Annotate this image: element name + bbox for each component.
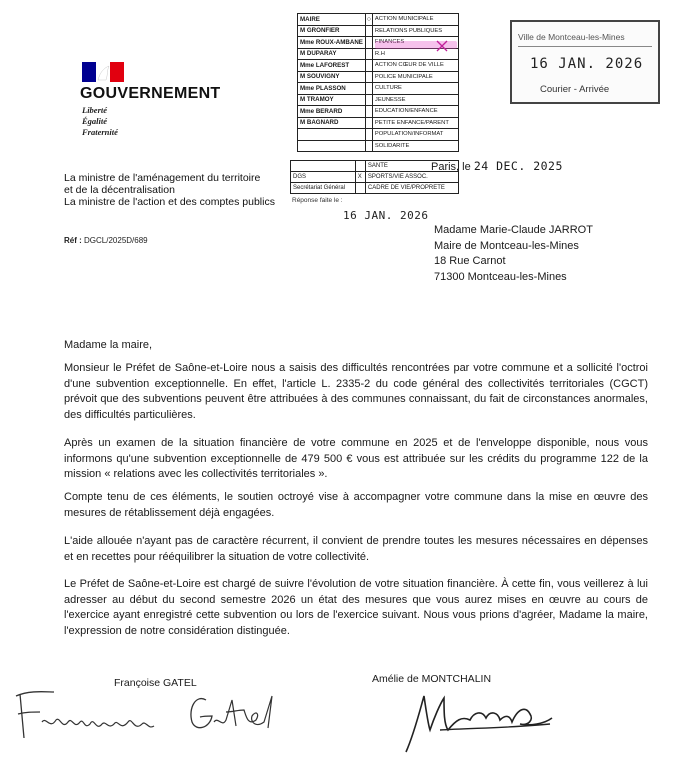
distribution-row bbox=[298, 94, 459, 106]
signer-1-name: Françoise GATEL bbox=[114, 677, 197, 689]
motto-liberte: Liberté bbox=[82, 105, 108, 115]
distribution-recipient: Mme PLASSON bbox=[298, 83, 366, 95]
distribution-service: PETITE ENFANCE/PARENT bbox=[372, 117, 458, 129]
distribution-bottom-row bbox=[291, 172, 459, 183]
recipient-city: 71300 Montceau-les-Mines bbox=[434, 270, 567, 283]
distribution-mark bbox=[365, 117, 372, 129]
reference-label: Réf : bbox=[64, 236, 82, 245]
senders-block bbox=[64, 172, 275, 208]
letter-date: 24 DEC. 2025 bbox=[473, 159, 563, 173]
courier-divider bbox=[518, 46, 652, 47]
distribution-row bbox=[298, 60, 459, 72]
distribution-service: POPULATION/INFORMAT bbox=[372, 129, 458, 141]
signature-gatel bbox=[10, 686, 310, 746]
distribution-service: R.H bbox=[372, 48, 458, 60]
distribution-row bbox=[298, 71, 459, 83]
recipient-title: Maire de Montceau-les-Mines bbox=[434, 239, 579, 252]
distribution-row bbox=[298, 106, 459, 118]
distribution-bottom-row bbox=[291, 183, 459, 194]
distribution-recipient: M DUPARAY bbox=[298, 48, 366, 60]
distribution-service: CULTURE bbox=[372, 83, 458, 95]
distribution-recipient: M SOUVIGNY bbox=[298, 71, 366, 83]
distribution-mark bbox=[365, 71, 372, 83]
motto-fraternite: Fraternité bbox=[82, 127, 118, 137]
place-date bbox=[431, 159, 563, 173]
distribution-recipient: M TRAMOY bbox=[298, 94, 366, 106]
distribution-mark bbox=[365, 140, 372, 152]
distribution-stamp bbox=[297, 13, 459, 152]
marianne-flag-logo bbox=[82, 62, 124, 82]
distribution-bottom-recipient: Secrétariat Général bbox=[291, 183, 356, 194]
distribution-row bbox=[298, 117, 459, 129]
distribution-mark bbox=[365, 129, 372, 141]
distribution-bottom-recipient: DGS bbox=[291, 172, 356, 183]
distribution-recipient bbox=[298, 129, 366, 141]
distribution-recipient: Mme BERARD bbox=[298, 106, 366, 118]
paragraph-2: Après un examen de la situation financière de votre commune en 2025 et de l'enveloppe disponible, nous vous informons qu'une subvention exceptionnelle de 479 500 € vous est attribuée sur les crédits du programme 122 de la mission « relations avec les collectivités territoriales ». bbox=[64, 437, 648, 480]
distribution-recipient: M BAGNARD bbox=[298, 117, 366, 129]
distribution-row bbox=[298, 14, 459, 26]
distribution-bottom-service: CADRE DE VIE/PROPRETE bbox=[365, 183, 458, 194]
distribution-recipient: M GRONFIER bbox=[298, 25, 366, 37]
distribution-service: POLICE MUNICIPALE bbox=[372, 71, 458, 83]
distribution-service: RELATIONS PUBLIQUES bbox=[372, 25, 458, 37]
place: Paris, le bbox=[431, 161, 471, 173]
distribution-bottom-mark bbox=[355, 183, 365, 194]
distribution-mark bbox=[365, 60, 372, 72]
distribution-bottom-recipient bbox=[291, 161, 356, 172]
distribution-bottom-mark: X bbox=[355, 172, 365, 183]
distribution-recipient: MAIRE bbox=[298, 14, 366, 26]
salutation: Madame la maire, bbox=[64, 339, 153, 351]
courier-label: Courier - Arrivée bbox=[540, 84, 610, 95]
distribution-mark bbox=[365, 25, 372, 37]
distribution-service: FINANCES bbox=[372, 37, 458, 49]
distribution-mark bbox=[365, 37, 372, 49]
reference-value: DGCL/2025D/689 bbox=[84, 236, 148, 245]
recipient-name: Madame Marie-Claude JARROT bbox=[434, 224, 593, 236]
distribution-service: EDUCATION/ENFANCE bbox=[372, 106, 458, 118]
sender-line-2: et de la décentralisation bbox=[64, 184, 175, 196]
distribution-mark: ○ bbox=[365, 14, 372, 26]
signer-2-name: Amélie de MONTCHALIN bbox=[372, 673, 492, 685]
recipient-street: 18 Rue Carnot bbox=[434, 255, 506, 267]
paragraph-4: L'aide allouée n'ayant pas de caractère récurrent, il convient de prendre toutes les mesures nécessaires en dépenses et en recettes pour rééquilibrer la situation de votre collectivité. bbox=[64, 535, 648, 563]
courier-date: 16 JAN. 2026 bbox=[530, 56, 644, 72]
distribution-row bbox=[298, 83, 459, 95]
distribution-service: ACTION CŒUR DE VILLE bbox=[372, 60, 458, 72]
distribution-recipient bbox=[298, 140, 366, 152]
distribution-bottom-service: SANTE bbox=[365, 161, 458, 172]
distribution-service: JEUNESSE bbox=[372, 94, 458, 106]
distribution-stamp-date: 16 JAN. 2026 bbox=[343, 209, 429, 222]
signature-montchalin bbox=[400, 690, 560, 760]
distribution-mark bbox=[365, 106, 372, 118]
distribution-row bbox=[298, 129, 459, 141]
reference bbox=[64, 236, 148, 245]
distribution-mark bbox=[365, 94, 372, 106]
distribution-service: ACTION MUNICIPALE bbox=[372, 14, 458, 26]
paragraph-3: Compte tenu de ces éléments, le soutien octroyé vise à accompagner votre commune dans la mise en œuvre des mesures de rétablissement déjà engagées. bbox=[64, 491, 648, 519]
distribution-row bbox=[298, 25, 459, 37]
distribution-row bbox=[298, 48, 459, 60]
distribution-mark bbox=[365, 48, 372, 60]
distribution-bottom-mark bbox=[355, 161, 365, 172]
paragraph-1: Monsieur le Préfet de Saône-et-Loire nous a saisis des difficultés rencontrées par votre commune et a sollicité l'octroi d'une subvention exceptionnelle. En effet, l'article L. 2335-2 du code général des collectivités territoriales (CGCT) prévoit que des subventions peuvent être attribuées à des communes connaissant, du fait de circonstances anormales, des difficultés particulières. bbox=[64, 362, 648, 421]
distribution-table bbox=[297, 13, 459, 152]
response-label: Réponse faite le : bbox=[292, 197, 343, 204]
sender-line-1: La ministre de l'aménagement du territoire bbox=[64, 172, 261, 184]
distribution-bottom-service: SPORTS/VIE ASSOC. bbox=[365, 172, 458, 183]
finances-check-icon bbox=[436, 40, 448, 52]
sender-line-3: La ministre de l'action et des comptes publics bbox=[64, 196, 275, 208]
courier-arrival-stamp bbox=[510, 20, 660, 104]
distribution-row bbox=[298, 140, 459, 152]
distribution-recipient: Mme ROUX-AMBANE bbox=[298, 37, 366, 49]
recipient-block bbox=[434, 223, 593, 285]
distribution-service: SOLIDARITE bbox=[372, 140, 458, 152]
distribution-mark bbox=[365, 83, 372, 95]
paragraph-5: Le Préfet de Saône-et-Loire est chargé de suivre l'évolution de votre situation financière. À cette fin, vous veillerez à lui adresser au début du second semestre 2026 un état des mesures que vous aurez mises en œuvre au cours de l'exercice ayant enregistré cette subvention ou lors de l'exercice suivant. Nous vous prions d'agréer, Madame la maire, l'expression de notre considération distinguée. bbox=[64, 578, 648, 637]
distribution-recipient: Mme LAFOREST bbox=[298, 60, 366, 72]
motto-egalite: Égalité bbox=[82, 116, 108, 126]
courier-city: Ville de Montceau-les-Mines bbox=[518, 32, 625, 42]
government-title: GOUVERNEMENT bbox=[80, 85, 221, 102]
